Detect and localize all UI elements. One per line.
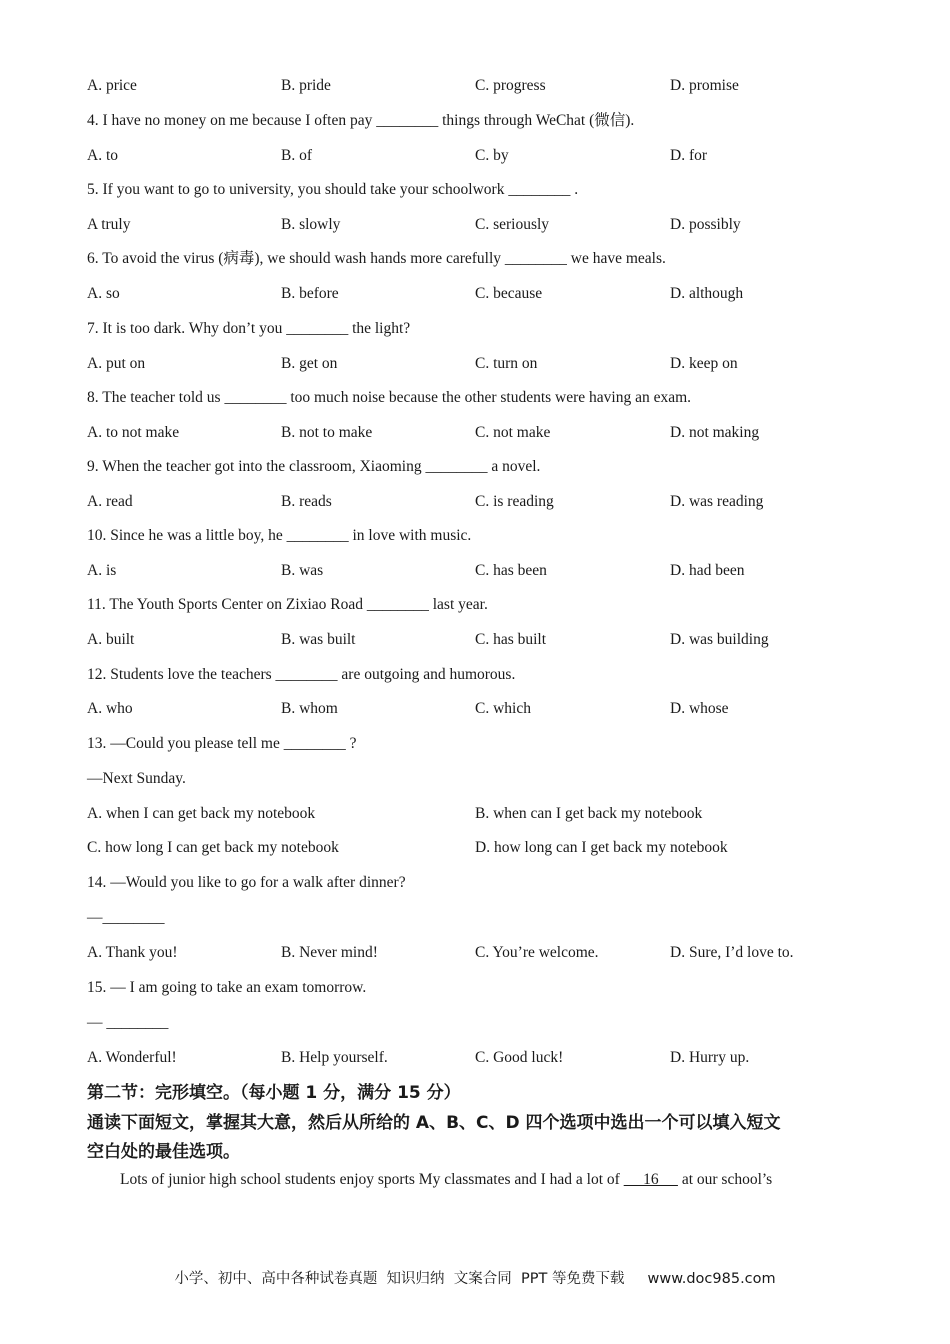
q14-option-b: B. Never mind! [281,944,378,961]
blank-16: 16 [623,1171,678,1188]
section2-instruction-line2: 空白处的最佳选项。 [87,1142,240,1162]
q7-option-b: B. get on [281,355,338,372]
q15-option-a: A. Wonderful! [87,1049,177,1066]
q14-reply: —________ [87,909,165,926]
q12-option-b: B. whom [281,700,338,717]
q4-option-a: A. to [87,147,118,164]
q15-option-b: B. Help yourself. [281,1049,388,1066]
q9-option-c: C. is reading [475,493,554,510]
q4-option-b: B. of [281,147,312,164]
q14-option-d: D. Sure, I’d love to. [670,944,794,961]
q15-option-c: C. Good luck! [475,1049,564,1066]
q3-option-a: A. price [87,77,137,94]
q5-stem: 5. If you want to go to university, you should take your schoolwork ________ . [87,181,579,198]
q11-stem: 11. The Youth Sports Center on Zixiao Road ________ last year. [87,596,488,613]
passage-text-before: Lots of junior high school students enjoy sports My classmates and I had a lot of [120,1171,624,1188]
q3-option-c: C. progress [475,77,546,94]
q14-option-c: C. You’re welcome. [475,944,599,961]
section2-title: 第二节：完形填空。（每小题 1 分，满分 15 分） [87,1083,461,1103]
q12-option-c: C. which [475,700,531,717]
q12-option-d: D. whose [670,700,729,717]
q8-option-a: A. to not make [87,424,180,441]
q7-option-a: A. put on [87,355,146,372]
q8-stem: 8. The teacher told us ________ too much noise because the other students were having an exam. [87,389,692,406]
q10-stem: 10. Since he was a little boy, he ________ in love with music. [87,527,472,544]
q5-option-a: A truly [87,216,131,233]
q7-option-c: C. turn on [475,355,538,372]
q4-option-d: D. for [670,147,708,164]
q7-option-d: D. keep on [670,355,738,372]
q9-option-d: D. was reading [670,493,764,510]
q9-option-a: A. read [87,493,133,510]
q15-option-d: D. Hurry up. [670,1049,750,1066]
q10-option-b: B. was [281,562,324,579]
q4-option-c: C. by [475,147,509,164]
q12-stem: 12. Students love the teachers ________ are outgoing and humorous. [87,666,516,683]
q7-stem: 7. It is too dark. Why don’t you ________ the light? [87,320,411,337]
q5-option-d: D. possibly [670,216,741,233]
q9-stem: 9. When the teacher got into the classroom, Xiaoming ________ a novel. [87,458,541,475]
q5-option-b: B. slowly [281,216,341,233]
q13-option-a: A. when I can get back my notebook [87,805,316,822]
page-footer: 小学、初中、高中各种试卷真题 知识归纳 文案合同 PPT 等免费下载 www.doc985.com [174,1271,776,1287]
q12-option-a: A. who [87,700,133,717]
q5-option-c: C. seriously [475,216,550,233]
q15-reply: — ________ [87,1014,169,1031]
q11-option-a: A. built [87,631,135,648]
q10-option-d: D. had been [670,562,745,579]
q13-option-c: C. how long I can get back my notebook [87,839,339,856]
q13-option-d: D. how long can I get back my notebook [475,839,728,856]
q4-stem: 4. I have no money on me because I often pay ________ things through WeChat (微信). [87,112,635,129]
q8-option-c: C. not make [475,424,551,441]
q13-stem: 13. —Could you please tell me ________ ? [87,735,357,752]
q11-option-c: C. has built [475,631,547,648]
q11-option-b: B. was built [281,631,356,648]
q8-option-d: D. not making [670,424,760,441]
section2-instruction-line1: 通读下面短文，掌握其大意，然后从所给的 A、B、C、D 四个选项中选出一个可以填入短文 [87,1113,781,1133]
q3-option-b: B. pride [281,77,331,94]
q3-option-d: D. promise [670,77,739,94]
q13-reply: —Next Sunday. [87,770,186,787]
q6-option-c: C. because [475,285,543,302]
q15-stem: 15. — I am going to take an exam tomorrow. [87,979,367,996]
q11-option-d: D. was building [670,631,769,648]
q6-option-a: A. so [87,285,120,302]
q6-option-b: B. before [281,285,339,302]
q13-option-b: B. when can I get back my notebook [475,805,703,822]
q9-option-b: B. reads [281,493,332,510]
passage-text-after: at our school’s [677,1171,773,1188]
q6-stem: 6. To avoid the virus (病毒), we should wash hands more carefully ________ we have meals. [87,250,666,267]
q14-stem: 14. —Would you like to go for a walk after dinner? [87,874,406,891]
q14-option-a: A. Thank you! [87,944,178,961]
q10-option-c: C. has been [475,562,547,579]
passage-line [120,1169,772,1191]
q6-option-d: D. although [670,285,744,302]
q10-option-a: A. is [87,562,117,579]
q8-option-b: B. not to make [281,424,373,441]
